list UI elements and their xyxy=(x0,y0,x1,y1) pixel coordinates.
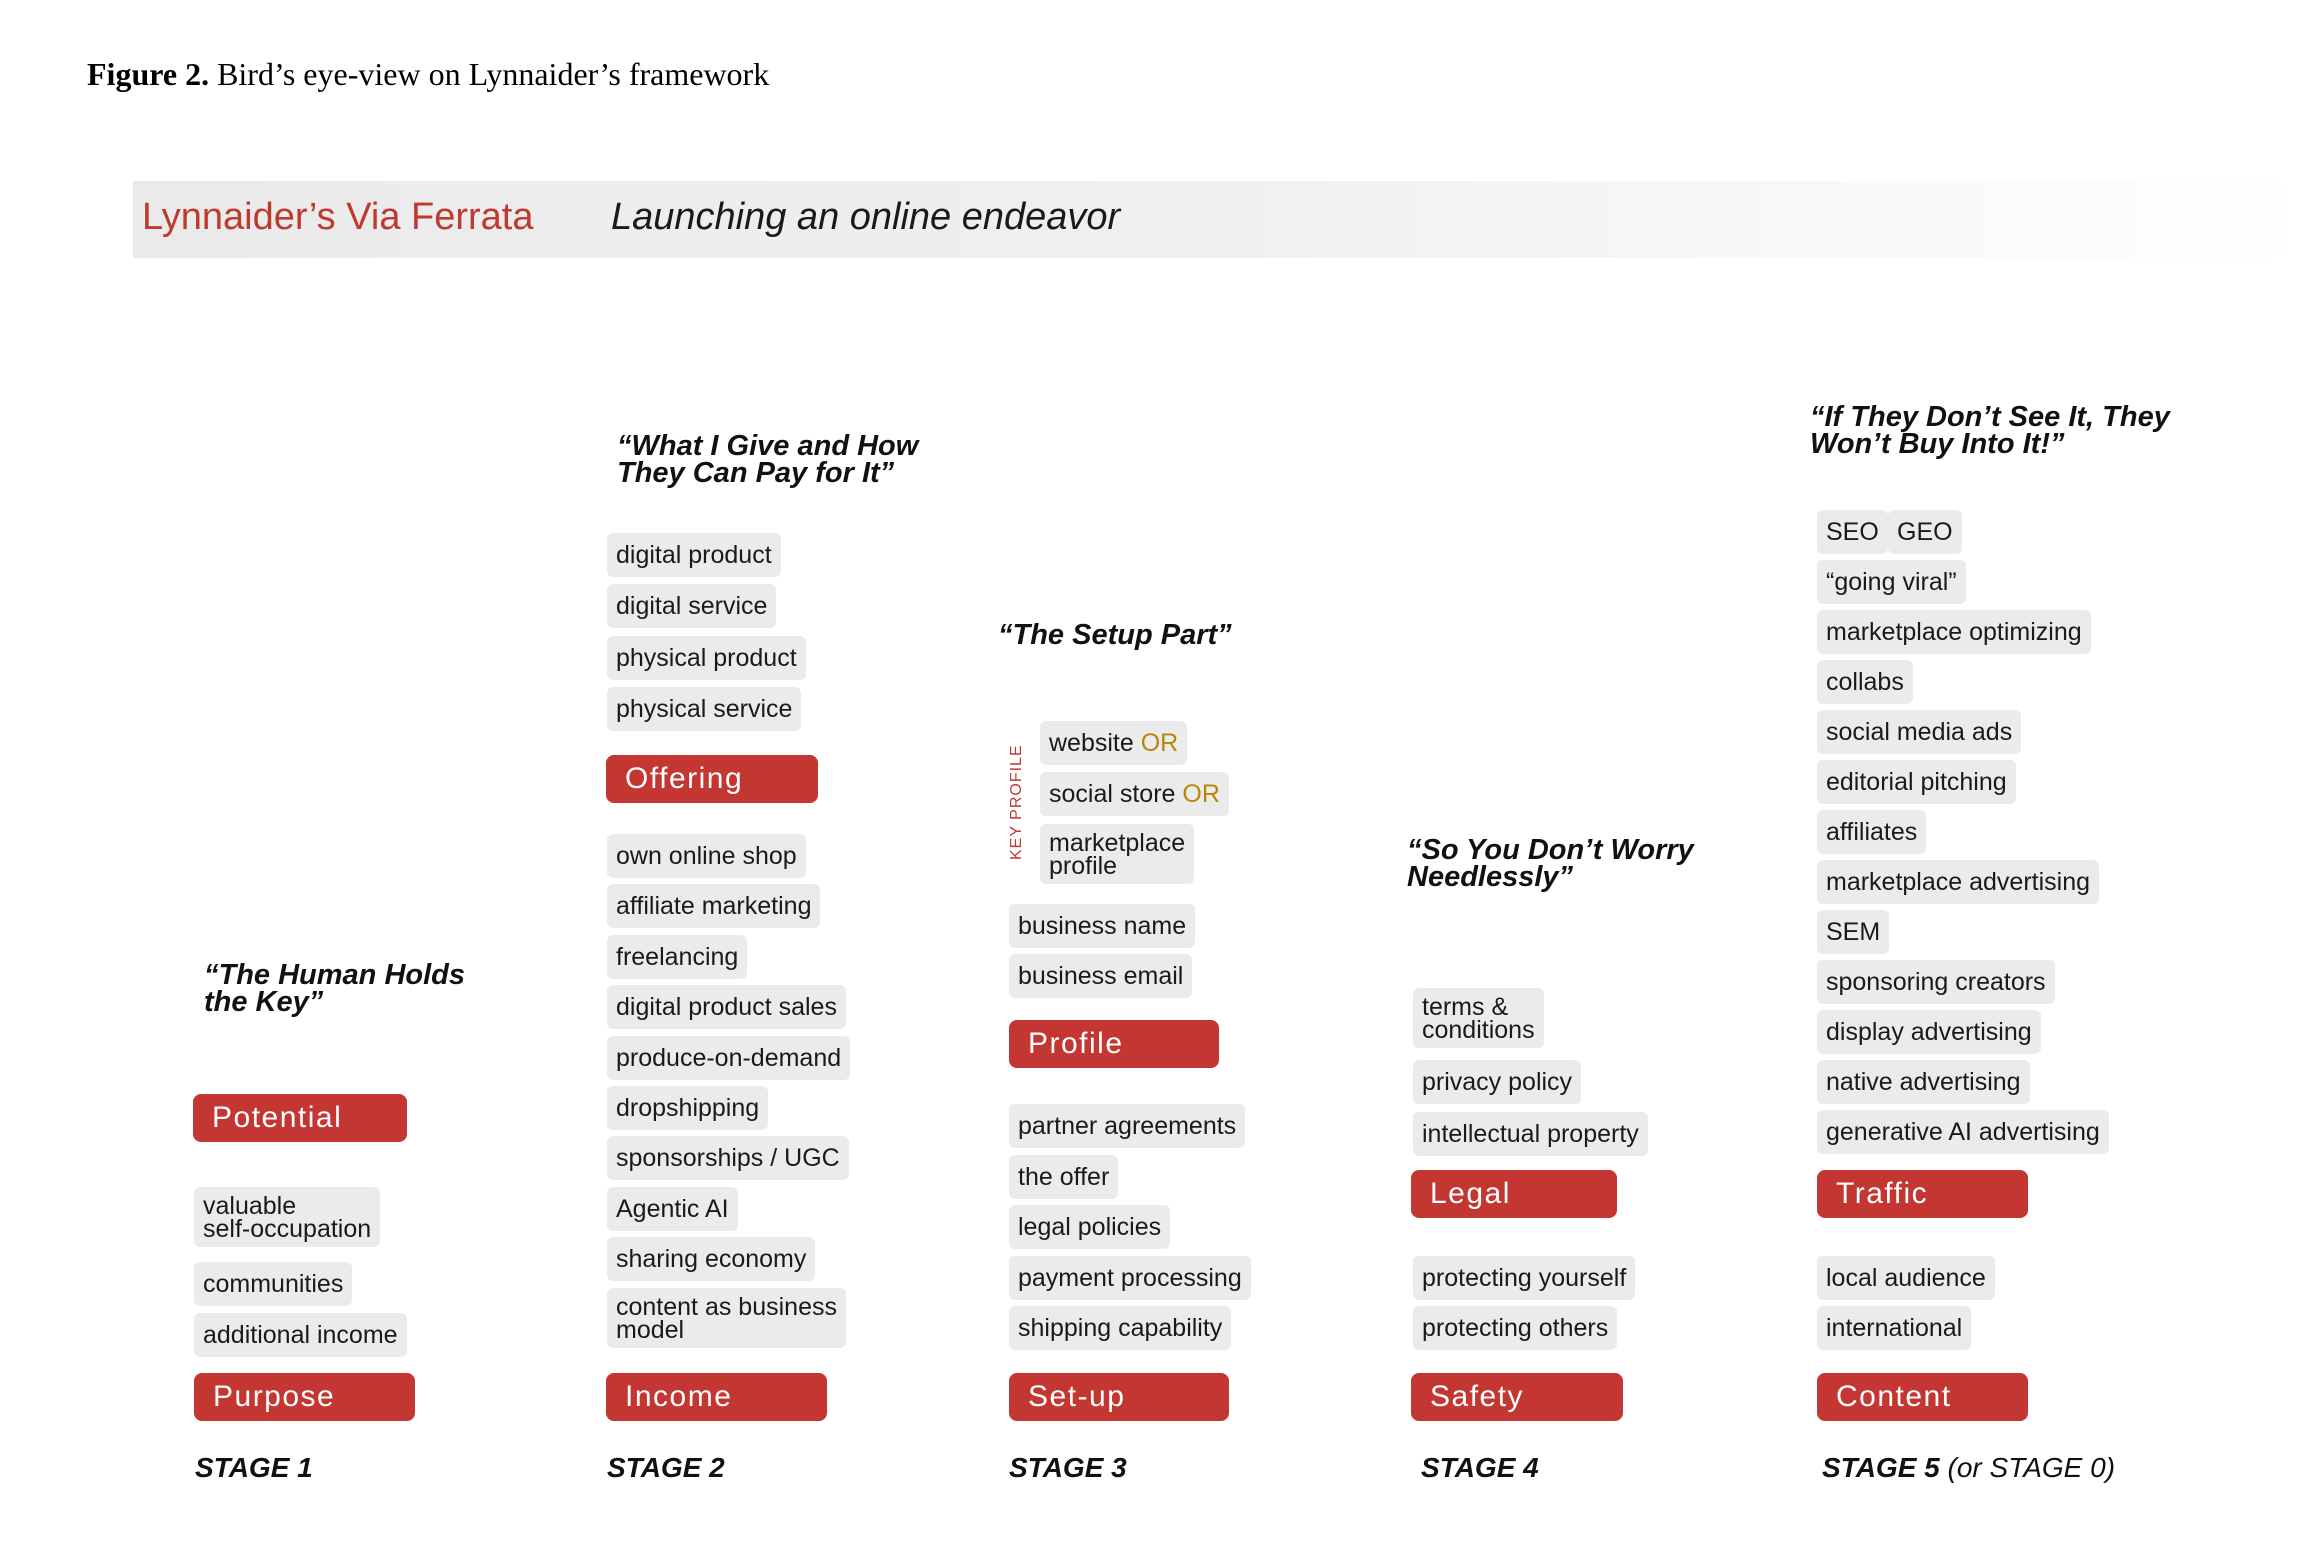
stage-5-item: international xyxy=(1817,1306,1971,1350)
stage-5-note: (or STAGE 0) xyxy=(1939,1452,2116,1483)
stage-3-item: shipping capability xyxy=(1009,1306,1231,1350)
stage-5-traffic-item: marketplace optimizing xyxy=(1817,610,2091,654)
stage-2-offer-item: digital product xyxy=(607,533,781,577)
stage-5-traffic-item: native advertising xyxy=(1817,1060,2030,1104)
key-profile-or: OR xyxy=(1182,780,1220,808)
stage-5-label xyxy=(1822,1452,2115,1484)
figure-caption xyxy=(87,56,769,93)
key-profile-item-text: website xyxy=(1049,729,1134,757)
stage-5-quote: “If They Don’t See It, They Won’t Buy Into It!” xyxy=(1810,401,2170,460)
key-profile-label: KEY PROFILE xyxy=(1008,744,1025,860)
stage-1-item: communities xyxy=(194,1262,352,1306)
stage-2-item: sponsorships / UGC xyxy=(607,1136,849,1180)
stage-2-bottom-tag: Income xyxy=(606,1373,827,1421)
stage-2-quote: “What I Give and How They Can Pay for It” xyxy=(617,430,919,489)
stage-3-profile-item: business email xyxy=(1009,954,1192,998)
stage-2-item: Agentic AI xyxy=(607,1187,738,1231)
stage-1-upper-tag: Potential xyxy=(193,1094,407,1142)
stage-3-item: legal policies xyxy=(1009,1205,1170,1249)
stage-2-item: content as business model xyxy=(607,1288,846,1348)
stage-5-traffic-item: collabs xyxy=(1817,660,1913,704)
stage-3-item: partner agreements xyxy=(1009,1104,1245,1148)
stage-4-upper-tag: Legal xyxy=(1411,1170,1617,1218)
stage-2-item: affiliate marketing xyxy=(607,884,820,928)
stage-5-traffic-item: sponsoring creators xyxy=(1817,960,2055,1004)
stage-2-item: sharing economy xyxy=(607,1237,815,1281)
stage-3-label-text: STAGE 3 xyxy=(1009,1452,1127,1483)
banner-title: Lynnaider’s Via Ferrata xyxy=(142,196,534,238)
stage-5-traffic-item: generative AI advertising xyxy=(1817,1110,2109,1154)
stage-2-item: dropshipping xyxy=(607,1086,768,1130)
stage-1-label xyxy=(195,1452,313,1484)
stage-5-traffic-item: marketplace advertising xyxy=(1817,860,2099,904)
stage-2-offer-item: digital service xyxy=(607,584,776,628)
stage-3-profile-item: business name xyxy=(1009,904,1195,948)
stage-5-bottom-tag: Content xyxy=(1817,1373,2028,1421)
stage-3-bottom-tag: Set-up xyxy=(1009,1373,1229,1421)
key-profile-or: OR xyxy=(1140,729,1179,757)
stage-2-label xyxy=(607,1452,725,1484)
figure-caption-label: Figure 2. xyxy=(87,56,210,92)
stage-4-label xyxy=(1421,1452,1539,1484)
stage-5-traffic-item: social media ads xyxy=(1817,710,2021,754)
stage-2-item: digital product sales xyxy=(607,985,846,1029)
stage-5-traffic-item: SEM xyxy=(1817,910,1889,954)
stage-5-label-text: STAGE 5 xyxy=(1822,1452,1940,1483)
stage-5-traffic-item: editorial pitching xyxy=(1817,760,2016,804)
stage-1-quote: “The Human Holds the Key” xyxy=(204,959,466,1018)
stage-5-item: local audience xyxy=(1817,1256,1995,1300)
key-profile-item-text: marketplace profile xyxy=(1049,829,1186,880)
stage-3-item: the offer xyxy=(1009,1155,1118,1199)
stage-4-legal-item: intellectual property xyxy=(1413,1112,1648,1156)
stage-2-item: freelancing xyxy=(607,935,747,979)
stage-2-upper-tag: Offering xyxy=(606,755,818,803)
figure-caption-text: Bird’s eye-view on Lynnaider’s framework xyxy=(209,56,770,92)
stage-3-item: payment processing xyxy=(1009,1256,1251,1300)
stage-5-upper-tag: Traffic xyxy=(1817,1170,2028,1218)
key-profile-item-social-store xyxy=(1040,772,1229,816)
stage-4-quote: “So You Don’t Worry Needlessly” xyxy=(1407,834,1694,893)
stage-4-label-text: STAGE 4 xyxy=(1421,1452,1539,1483)
stage-4-legal-item: privacy policy xyxy=(1413,1060,1581,1104)
stage-5-traffic-item: display advertising xyxy=(1817,1010,2041,1054)
stage-4-item: protecting yourself xyxy=(1413,1256,1635,1300)
key-profile-item-marketplace xyxy=(1040,824,1194,884)
stage-2-offer-item: physical service xyxy=(607,687,801,731)
stage-5-traffic-item: SEO xyxy=(1817,510,1888,554)
stage-3-label xyxy=(1009,1452,1127,1484)
stage-4-item: protecting others xyxy=(1413,1306,1617,1350)
stage-5-traffic-item: affiliates xyxy=(1817,810,1926,854)
stage-1-item: valuable self-occupation xyxy=(194,1187,380,1247)
stage-2-label-text: STAGE 2 xyxy=(607,1452,725,1483)
stage-5-traffic-item: GEO xyxy=(1888,510,1962,554)
stage-4-bottom-tag: Safety xyxy=(1411,1373,1623,1421)
stage-2-item: own online shop xyxy=(607,834,806,878)
banner-subtitle: Launching an online endeavor xyxy=(611,196,1121,238)
stage-2-offer-item: physical product xyxy=(607,636,806,680)
stage-4-legal-item: terms & conditions xyxy=(1413,988,1544,1048)
key-profile-item-text: social store xyxy=(1049,780,1176,808)
stage-1-label-text: STAGE 1 xyxy=(195,1452,313,1483)
stage-5-traffic-item: “going viral” xyxy=(1817,560,1966,604)
stage-3-quote: “The Setup Part” xyxy=(998,619,1232,651)
key-profile-item-website xyxy=(1040,721,1187,765)
stage-2-item: produce-on-demand xyxy=(607,1036,850,1080)
stage-3-upper-tag: Profile xyxy=(1009,1020,1219,1068)
stage-1-item: additional income xyxy=(194,1313,407,1357)
stage-1-bottom-tag: Purpose xyxy=(194,1373,415,1421)
